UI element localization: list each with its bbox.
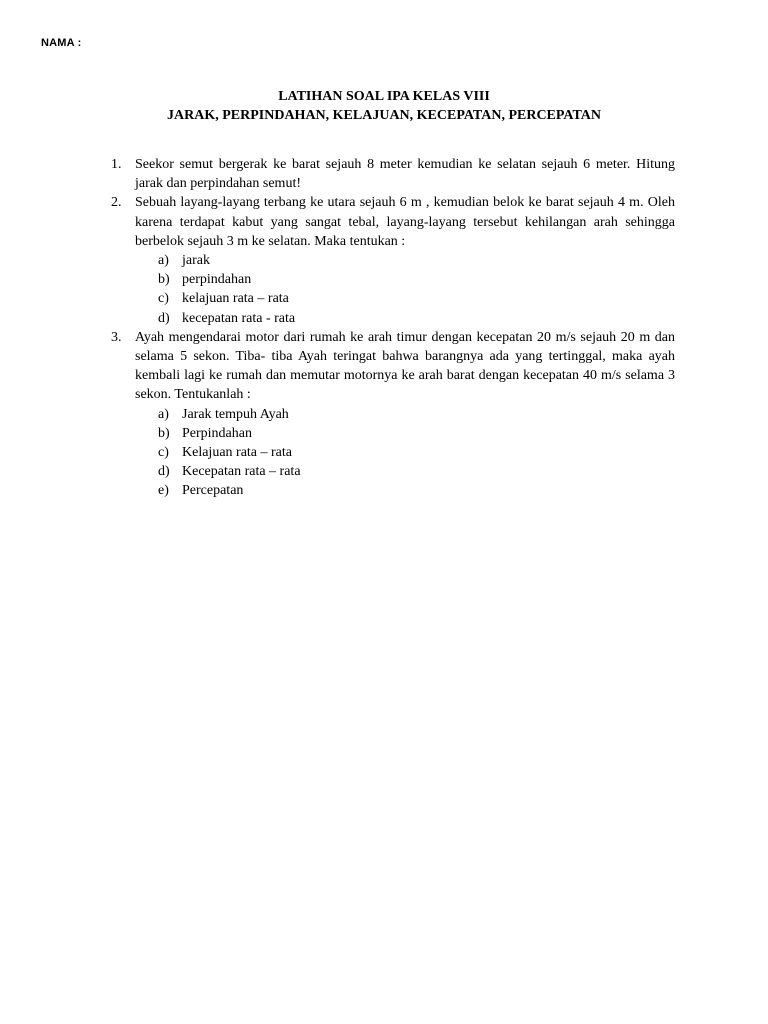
question-3 [111, 328, 675, 501]
question-2 [111, 193, 675, 327]
sub-item-letter: c) [158, 291, 169, 307]
question-body [135, 155, 675, 193]
question-number: 3. [111, 329, 122, 345]
question-1 [111, 155, 675, 193]
sub-item-letter: d) [158, 310, 170, 326]
question-text: Sebuah layang-layang terbang ke utara sejauh 6 m , kemudian belok ke barat sejauh 4 m. Oleh karena terdapat kabut yang sangat tebal, layang-layang tersebut kehilangan arah sehingga berbelok sejauh 3 m ke selatan. Maka tentukan : [135, 195, 675, 249]
sub-item [158, 443, 675, 462]
sub-item [158, 481, 675, 500]
question-list [111, 155, 675, 501]
sub-item-letter: b) [158, 272, 170, 288]
sub-item-text: kecepatan rata - rata [182, 310, 296, 326]
sub-item-text: Percepatan [182, 483, 244, 499]
sub-item-text: Kelajuan rata – rata [182, 445, 292, 461]
sub-item-text: perpindahan [182, 272, 252, 288]
sub-item-text: kelajuan rata – rata [182, 291, 289, 307]
name-label: NAMA : [41, 37, 82, 49]
sub-item-letter: a) [158, 406, 169, 422]
sub-item [158, 309, 675, 328]
sub-item-text: jarak [182, 253, 210, 269]
sub-item-text: Perpindahan [182, 425, 252, 441]
question-body [135, 193, 675, 327]
sub-item-letter: b) [158, 425, 170, 441]
document-subtitle: JARAK, PERPINDAHAN, KELAJUAN, KECEPATAN, PERCEPATAN [167, 108, 601, 123]
question-number: 1. [111, 157, 122, 172]
sub-item [158, 405, 675, 424]
sub-item [158, 424, 675, 443]
sub-item [158, 289, 675, 308]
sub-item-letter: e) [158, 483, 169, 499]
question-number: 2. [111, 195, 122, 211]
sub-item-letter: c) [158, 445, 169, 461]
sub-item-text: Jarak tempuh Ayah [182, 406, 289, 422]
sub-item-letter: d) [158, 464, 170, 480]
question-body [135, 328, 675, 501]
sub-item-text: Kecepatan rata – rata [182, 464, 301, 480]
question-text: Seekor semut bergerak ke barat sejauh 8 meter kemudian ke selatan sejauh 6 meter. Hitung jarak dan perpindahan semut! [135, 157, 675, 192]
sub-item [158, 270, 675, 289]
sub-item [158, 251, 675, 270]
sub-item [158, 462, 675, 481]
sub-item-letter: a) [158, 253, 169, 269]
document-title: LATIHAN SOAL IPA KELAS VIII [278, 89, 490, 104]
question-text: Ayah mengendarai motor dari rumah ke arah timur dengan kecepatan 20 m/s sejauh 20 m dan selama 5 sekon. Tiba- tiba Ayah teringat bahwa barangnya ada yang tertinggal, maka ayah kembali lagi ke rumah dan memutar motornya ke arah barat dengan kecepatan 40 m/s selama 3 sekon. Tentukanlah : [135, 329, 675, 403]
